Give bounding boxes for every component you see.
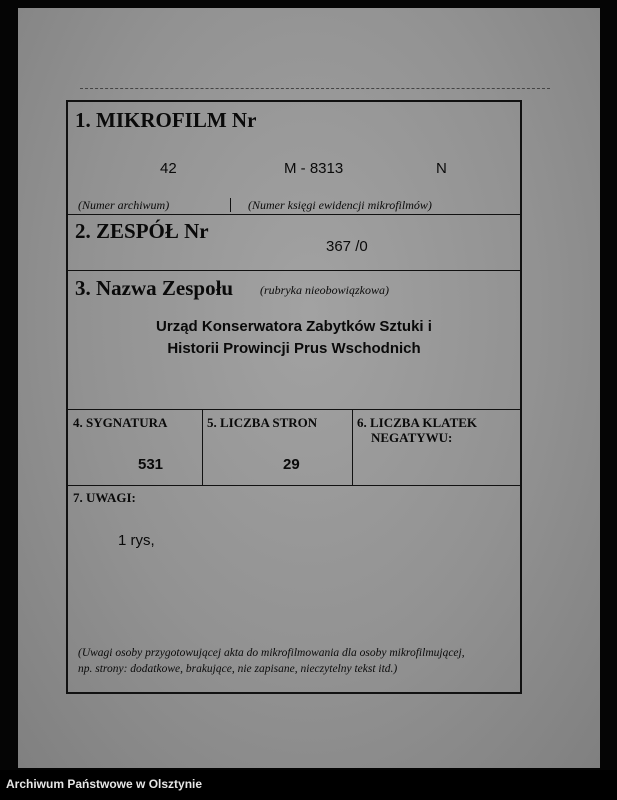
caption-divider bbox=[230, 198, 231, 212]
column-divider-2 bbox=[352, 409, 353, 485]
column-divider-1 bbox=[202, 409, 203, 485]
divider-1 bbox=[68, 214, 520, 215]
divider-3 bbox=[68, 409, 520, 410]
page-count-heading: 5. LICZBA STRON bbox=[207, 415, 318, 430]
divider-4 bbox=[68, 485, 520, 486]
microfilm-number: M - 8313 bbox=[284, 160, 344, 177]
remarks-value: 1 rys, bbox=[118, 532, 155, 549]
collection-name-heading: 3. Nazwa Zespołu bbox=[75, 276, 234, 300]
registry-caption: (Numer księgi ewidencji mikrofilmów) bbox=[248, 198, 432, 212]
collection-heading: 2. ZESPÓŁ Nr bbox=[75, 219, 209, 243]
remarks-note-line-1: (Uwagi osoby przygotowującej akta do mikrofilmowania dla osoby mikrofilmującej, bbox=[78, 647, 465, 659]
negative-frames-heading-2: NEGATYWU: bbox=[371, 430, 453, 445]
optional-field-note: (rubryka nieobowiązkowa) bbox=[260, 283, 389, 297]
collection-number: 367 /0 bbox=[326, 238, 368, 255]
scan-dashed-line bbox=[80, 88, 550, 89]
collection-name-line-2: Historii Prowincji Prus Wschodnich bbox=[167, 340, 421, 357]
archive-number-caption: (Numer archiwum) bbox=[78, 198, 170, 212]
remarks-heading: 7. UWAGI: bbox=[73, 490, 136, 505]
page-count-value: 29 bbox=[283, 456, 300, 473]
signature-value: 531 bbox=[138, 456, 164, 473]
microfilm-heading: 1. MIKROFILM Nr bbox=[75, 108, 257, 132]
microfilm-card-scan bbox=[18, 8, 600, 768]
signature-heading: 4. SYGNATURA bbox=[73, 415, 168, 430]
archive-name: Archiwum Państwowe w Olsztynie bbox=[6, 777, 203, 791]
remarks-note-line-2: np. strony: dodatkowe, brakujące, nie zapisane, nieczytelny tekst itd.) bbox=[78, 663, 398, 675]
archive-number: 42 bbox=[160, 160, 177, 177]
footer-bar bbox=[0, 770, 617, 800]
metadata-card bbox=[66, 100, 522, 694]
negative-frames-heading-1: 6. LICZBA KLATEK bbox=[357, 415, 478, 430]
collection-name-line-1: Urząd Konserwatora Zabytków Sztuki i bbox=[156, 318, 432, 335]
divider-2 bbox=[68, 270, 520, 271]
microfilm-suffix: N bbox=[436, 160, 447, 177]
